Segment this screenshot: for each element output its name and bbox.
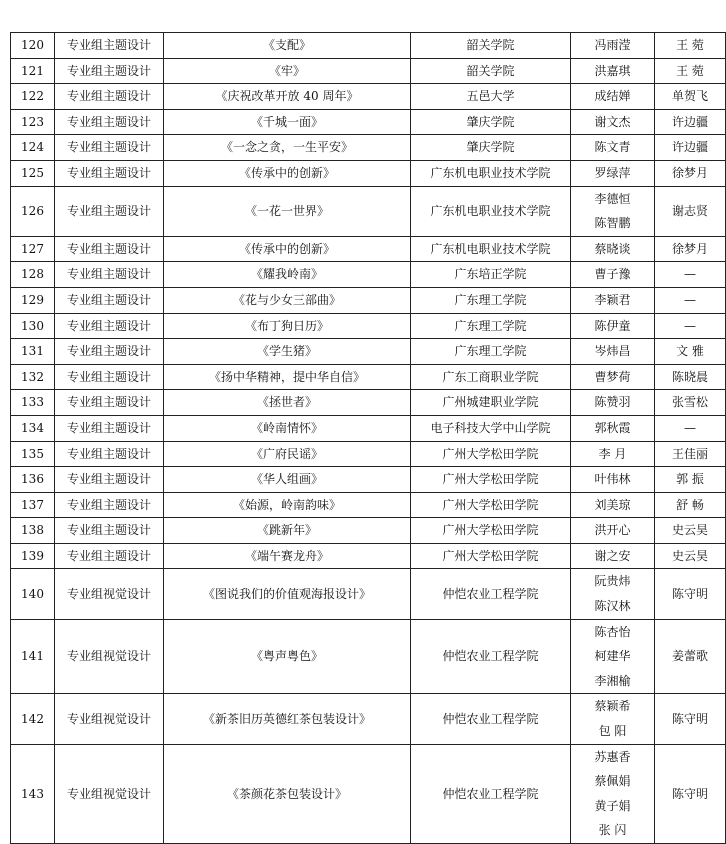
author-name: 冯雨滢 xyxy=(594,38,631,52)
school-cell: 广东机电职业技术学院 xyxy=(411,186,571,236)
authors-cell xyxy=(571,313,655,339)
table-row xyxy=(11,58,726,84)
advisor-cell: 陈晓晨 xyxy=(655,364,726,390)
row-number: 133 xyxy=(11,390,55,416)
author-name: 曹梦荷 xyxy=(594,369,631,384)
work-title-cell: 《岭南情怀》 xyxy=(164,415,411,441)
row-number: 132 xyxy=(11,364,55,390)
school-cell: 广东机电职业技术学院 xyxy=(411,236,571,262)
category-cell: 专业组主题设计 xyxy=(55,492,164,518)
category-cell: 专业组主题设计 xyxy=(55,262,164,288)
work-title-cell: 《千城一面》 xyxy=(164,109,411,135)
school-cell: 仲恺农业工程学院 xyxy=(411,569,571,619)
author-name: 张 闪 xyxy=(598,823,627,838)
authors-cell xyxy=(571,694,655,744)
category-cell: 专业组主题设计 xyxy=(55,518,164,544)
author-name: 谢之安 xyxy=(594,548,631,563)
authors-cell xyxy=(571,441,655,467)
advisor-cell: 陈守明 xyxy=(655,694,726,744)
advisor-cell: 许边疆 xyxy=(655,109,726,135)
author-name: 曹子豫 xyxy=(594,267,631,282)
authors-cell xyxy=(571,84,655,110)
school-cell: 广州大学松田学院 xyxy=(411,543,571,569)
table-row xyxy=(11,744,726,843)
table-row xyxy=(11,518,726,544)
work-title-cell: 《支配》 xyxy=(164,33,411,59)
category-cell: 专业组主题设计 xyxy=(55,135,164,161)
school-cell: 广东培正学院 xyxy=(411,262,571,288)
authors-cell xyxy=(571,492,655,518)
advisor-cell: 张雪松 xyxy=(655,390,726,416)
table-row xyxy=(11,390,726,416)
author-name: 陈伊童 xyxy=(594,318,631,333)
author-name: 李德恒 xyxy=(594,191,631,206)
school-cell: 仲恺农业工程学院 xyxy=(411,744,571,843)
advisor-cell: 郭 振 xyxy=(655,467,726,493)
category-cell: 专业组视觉设计 xyxy=(55,569,164,619)
work-title-cell: 《一花一世界》 xyxy=(164,186,411,236)
author-name: 蔡颖希 xyxy=(594,699,631,714)
category-cell: 专业组主题设计 xyxy=(55,287,164,313)
row-number: 138 xyxy=(11,518,55,544)
row-number: 141 xyxy=(11,619,55,694)
author-name: 洪开心 xyxy=(594,523,631,538)
author-name: 郭秋霞 xyxy=(594,420,631,435)
table-row xyxy=(11,313,726,339)
school-cell: 广东理工学院 xyxy=(411,339,571,365)
work-title-cell: 《茶颜花茶包装设计》 xyxy=(164,744,411,843)
school-cell: 电子科技大学中山学院 xyxy=(411,415,571,441)
school-cell: 广州城建职业学院 xyxy=(411,390,571,416)
advisor-cell: — xyxy=(655,262,726,288)
author-name: 陈智鹏 xyxy=(594,216,631,231)
table-row xyxy=(11,415,726,441)
category-cell: 专业组主题设计 xyxy=(55,160,164,186)
row-number: 143 xyxy=(11,744,55,843)
advisor-cell: — xyxy=(655,287,726,313)
school-cell: 广东理工学院 xyxy=(411,313,571,339)
work-title-cell: 《一念之贪，一生平安》 xyxy=(164,135,411,161)
school-cell: 广东机电职业技术学院 xyxy=(411,160,571,186)
table-row xyxy=(11,33,726,59)
author-name: 陈文青 xyxy=(594,140,631,155)
table-row xyxy=(11,619,726,694)
table-row xyxy=(11,262,726,288)
table-row xyxy=(11,569,726,619)
advisor-cell: 谢志贤 xyxy=(655,186,726,236)
author-name: 蔡晓谈 xyxy=(594,241,631,256)
author-name: 洪嘉琪 xyxy=(594,63,631,78)
advisor-cell: 姜蕾歌 xyxy=(655,619,726,694)
authors-cell xyxy=(571,262,655,288)
authors-cell xyxy=(571,543,655,569)
school-cell: 广东理工学院 xyxy=(411,287,571,313)
authors-cell xyxy=(571,619,655,694)
category-cell: 专业组主题设计 xyxy=(55,84,164,110)
work-title-cell: 《庆祝改革开放 40 周年》 xyxy=(164,84,411,110)
school-cell: 韶关学院 xyxy=(411,33,571,59)
advisor-cell: — xyxy=(655,313,726,339)
authors-cell xyxy=(571,33,655,59)
row-number: 135 xyxy=(11,441,55,467)
author-name: 李颖君 xyxy=(594,292,631,307)
row-number: 121 xyxy=(11,58,55,84)
row-number: 127 xyxy=(11,236,55,262)
work-title-cell: 《扬中华精神，提中华自信》 xyxy=(164,364,411,390)
row-number: 131 xyxy=(11,339,55,365)
advisor-cell: 王 菀 xyxy=(655,33,726,59)
category-cell: 专业组主题设计 xyxy=(55,543,164,569)
work-title-cell: 《传承中的创新》 xyxy=(164,236,411,262)
row-number: 126 xyxy=(11,186,55,236)
work-title-cell: 《耀我岭南》 xyxy=(164,262,411,288)
row-number: 120 xyxy=(11,33,55,59)
category-cell: 专业组主题设计 xyxy=(55,364,164,390)
work-title-cell: 《传承中的创新》 xyxy=(164,160,411,186)
authors-cell xyxy=(571,58,655,84)
category-cell: 专业组主题设计 xyxy=(55,441,164,467)
category-cell: 专业组主题设计 xyxy=(55,415,164,441)
row-number: 136 xyxy=(11,467,55,493)
authors-cell xyxy=(571,109,655,135)
advisor-cell: 单贺飞 xyxy=(655,84,726,110)
authors-cell xyxy=(571,415,655,441)
work-title-cell: 《花与少女三部曲》 xyxy=(164,287,411,313)
work-title-cell: 《学生猪》 xyxy=(164,339,411,365)
author-name: 成结婵 xyxy=(594,89,631,104)
table-row xyxy=(11,467,726,493)
school-cell: 肇庆学院 xyxy=(411,135,571,161)
authors-cell xyxy=(571,364,655,390)
authors-cell xyxy=(571,467,655,493)
school-cell: 广州大学松田学院 xyxy=(411,467,571,493)
category-cell: 专业组主题设计 xyxy=(55,236,164,262)
advisor-cell: 徐梦月 xyxy=(655,236,726,262)
author-name: 刘美琼 xyxy=(594,497,631,512)
category-cell: 专业组主题设计 xyxy=(55,186,164,236)
authors-cell xyxy=(571,160,655,186)
category-cell: 专业组主题设计 xyxy=(55,339,164,365)
author-name: 岑炜昌 xyxy=(594,344,631,359)
row-number: 134 xyxy=(11,415,55,441)
author-name: 陈汉林 xyxy=(594,599,631,614)
school-cell: 广州大学松田学院 xyxy=(411,492,571,518)
work-title-cell: 《拯世者》 xyxy=(164,390,411,416)
advisor-cell: 王 菀 xyxy=(655,58,726,84)
school-cell: 仲恺农业工程学院 xyxy=(411,619,571,694)
authors-cell xyxy=(571,390,655,416)
author-name: 黄子娟 xyxy=(594,798,631,813)
table-row xyxy=(11,109,726,135)
table-row xyxy=(11,694,726,744)
category-cell: 专业组主题设计 xyxy=(55,109,164,135)
advisor-cell: 史云昊 xyxy=(655,543,726,569)
award-table xyxy=(10,32,726,844)
category-cell: 专业组视觉设计 xyxy=(55,694,164,744)
work-title-cell: 《牢》 xyxy=(164,58,411,84)
row-number: 125 xyxy=(11,160,55,186)
authors-cell xyxy=(571,518,655,544)
category-cell: 专业组主题设计 xyxy=(55,390,164,416)
row-number: 122 xyxy=(11,84,55,110)
table-row xyxy=(11,287,726,313)
author-name: 陈赞羽 xyxy=(594,395,631,410)
author-name: 李 月 xyxy=(598,446,627,461)
school-cell: 仲恺农业工程学院 xyxy=(411,694,571,744)
authors-cell xyxy=(571,339,655,365)
work-title-cell: 《布丁狗日历》 xyxy=(164,313,411,339)
table-row xyxy=(11,364,726,390)
row-number: 129 xyxy=(11,287,55,313)
advisor-cell: 舒 畅 xyxy=(655,492,726,518)
category-cell: 专业组视觉设计 xyxy=(55,744,164,843)
table-row xyxy=(11,160,726,186)
table-row xyxy=(11,236,726,262)
row-number: 142 xyxy=(11,694,55,744)
row-number: 140 xyxy=(11,569,55,619)
advisor-cell: 文 雅 xyxy=(655,339,726,365)
school-cell: 肇庆学院 xyxy=(411,109,571,135)
table-row xyxy=(11,339,726,365)
school-cell: 广州大学松田学院 xyxy=(411,518,571,544)
authors-cell xyxy=(571,236,655,262)
advisor-cell: — xyxy=(655,415,726,441)
authors-cell xyxy=(571,744,655,843)
advisor-cell: 陈守明 xyxy=(655,744,726,843)
work-title-cell: 《粤声粤色》 xyxy=(164,619,411,694)
authors-cell xyxy=(571,569,655,619)
authors-cell xyxy=(571,287,655,313)
table-row xyxy=(11,543,726,569)
advisor-cell: 许边疆 xyxy=(655,135,726,161)
author-name: 罗绿萍 xyxy=(594,165,631,180)
school-cell: 广州大学松田学院 xyxy=(411,441,571,467)
author-name: 苏惠香 xyxy=(594,749,631,764)
award-table-body xyxy=(11,33,726,844)
category-cell: 专业组主题设计 xyxy=(55,467,164,493)
work-title-cell: 《始源，岭南韵味》 xyxy=(164,492,411,518)
author-name: 包 阳 xyxy=(598,724,627,739)
table-row xyxy=(11,441,726,467)
table-row xyxy=(11,84,726,110)
row-number: 124 xyxy=(11,135,55,161)
row-number: 123 xyxy=(11,109,55,135)
work-title-cell: 《新茶旧历英德红茶包装设计》 xyxy=(164,694,411,744)
author-name: 陈杏怡 xyxy=(594,624,631,639)
school-cell: 广东工商职业学院 xyxy=(411,364,571,390)
author-name: 蔡佩娟 xyxy=(594,774,631,789)
work-title-cell: 《广府民谣》 xyxy=(164,441,411,467)
work-title-cell: 《图说我们的价值观海报设计》 xyxy=(164,569,411,619)
authors-cell xyxy=(571,186,655,236)
advisor-cell: 王佳丽 xyxy=(655,441,726,467)
category-cell: 专业组视觉设计 xyxy=(55,619,164,694)
category-cell: 专业组主题设计 xyxy=(55,58,164,84)
row-number: 137 xyxy=(11,492,55,518)
work-title-cell: 《跳新年》 xyxy=(164,518,411,544)
row-number: 128 xyxy=(11,262,55,288)
author-name: 李湘榆 xyxy=(594,673,631,688)
category-cell: 专业组主题设计 xyxy=(55,33,164,59)
work-title-cell: 《端午赛龙舟》 xyxy=(164,543,411,569)
work-title-cell: 《华人组画》 xyxy=(164,467,411,493)
advisor-cell: 陈守明 xyxy=(655,569,726,619)
row-number: 139 xyxy=(11,543,55,569)
author-name: 叶伟林 xyxy=(594,472,631,487)
row-number: 130 xyxy=(11,313,55,339)
advisor-cell: 徐梦月 xyxy=(655,160,726,186)
table-row xyxy=(11,186,726,236)
table-row xyxy=(11,135,726,161)
advisor-cell: 史云昊 xyxy=(655,518,726,544)
school-cell: 五邑大学 xyxy=(411,84,571,110)
author-name: 阮贵炜 xyxy=(594,574,631,589)
school-cell: 韶关学院 xyxy=(411,58,571,84)
author-name: 柯建华 xyxy=(594,649,631,664)
authors-cell xyxy=(571,135,655,161)
author-name: 谢文杰 xyxy=(594,114,631,129)
table-row xyxy=(11,492,726,518)
category-cell: 专业组主题设计 xyxy=(55,313,164,339)
